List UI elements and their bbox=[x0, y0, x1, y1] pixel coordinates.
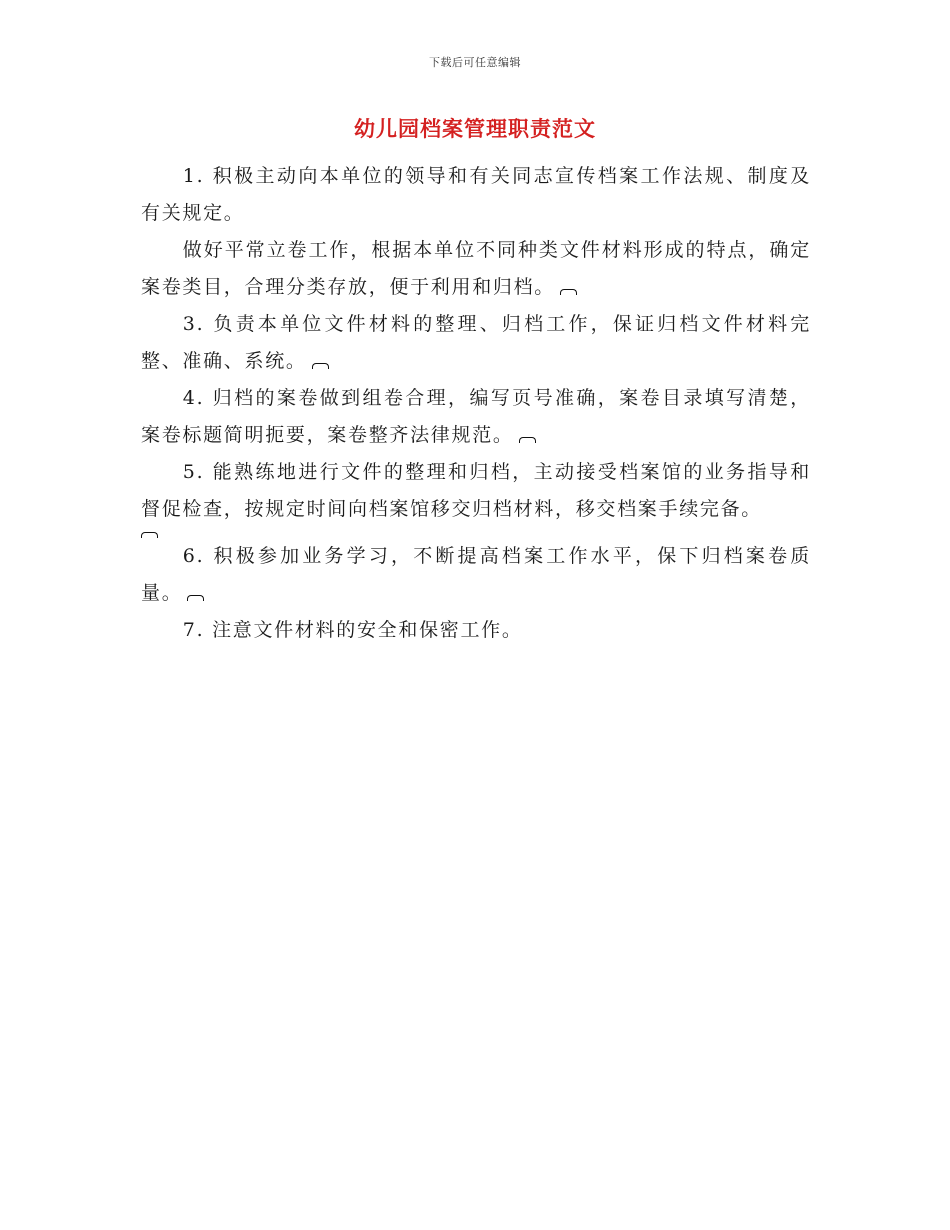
paragraph-text: 6. 积极参加业务学习，不断提高档案工作水平，保下归档案卷质量。 bbox=[141, 545, 811, 604]
paragraph-text: 5. 能熟练地进行文件的整理和归档，主动接受档案馆的业务指导和督促检查，按规定时间向档案馆移交归档材料，移交档案手续完备。 bbox=[141, 461, 811, 520]
paragraph-5 bbox=[141, 454, 811, 538]
page-header: 下载后可任意编辑 bbox=[429, 56, 521, 69]
paragraph-mark-icon bbox=[519, 437, 536, 443]
paragraph-mark-icon bbox=[560, 289, 577, 295]
paragraph-1 bbox=[141, 158, 811, 232]
paragraph-text: 1. 积极主动向本单位的领导和有关同志宣传档案工作法规、制度及有关规定。 bbox=[141, 165, 811, 224]
paragraph-text: 3. 负责本单位文件材料的整理、归档工作，保证归档文件材料完整、准确、系统。 bbox=[141, 313, 811, 372]
paragraph-3 bbox=[141, 306, 811, 380]
paragraph-text: 7. 注意文件材料的安全和保密工作。 bbox=[182, 619, 523, 641]
document-body bbox=[141, 158, 811, 649]
paragraph-mark-icon bbox=[312, 363, 329, 369]
paragraph-7 bbox=[141, 612, 811, 649]
document-title: 幼儿园档案管理职责范文 bbox=[354, 116, 596, 141]
paragraph-text: 4. 归档的案卷做到组卷合理，编写页号准确，案卷目录填写清楚，案卷标题简明扼要，案卷整齐法律规范。 bbox=[141, 387, 811, 446]
paragraph-2 bbox=[141, 232, 811, 306]
paragraph-4 bbox=[141, 380, 811, 454]
paragraph-mark-icon bbox=[187, 595, 204, 601]
paragraph-text: 做好平常立卷工作，根据本单位不同种类文件材料形成的特点，确定案卷类目，合理分类存放，便于利用和归档。 bbox=[141, 239, 811, 298]
paragraph-6 bbox=[141, 538, 811, 612]
